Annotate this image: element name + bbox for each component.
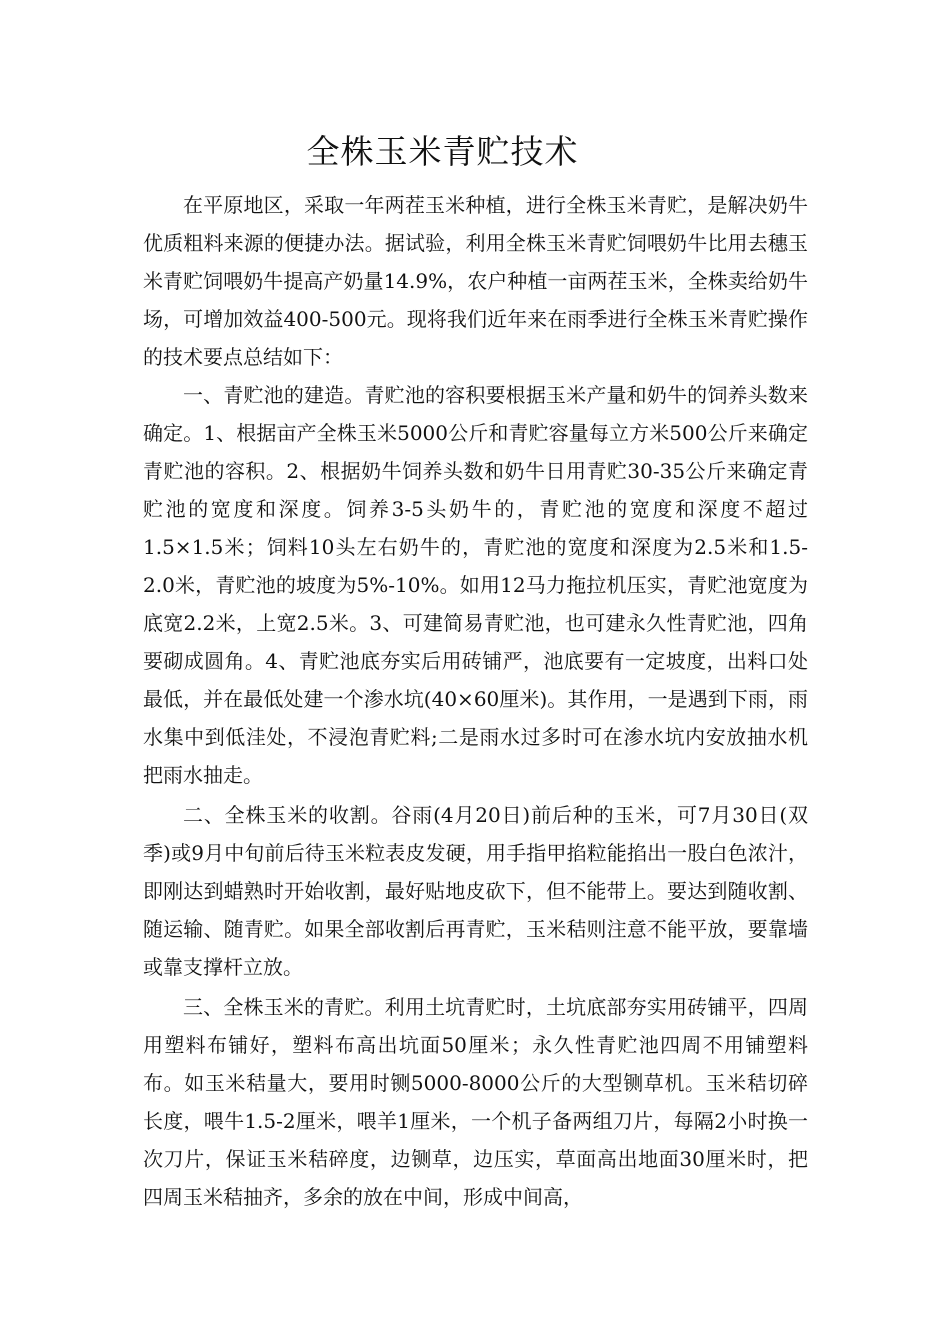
paragraph-intro: 在平原地区，采取一年两茬玉米种植，进行全株玉米青贮，是解决奶牛优质粗料来源的便捷办法。据试验，利用全株玉米青贮饲喂奶牛比用去穗玉米青贮饲喂奶牛提高产奶量14.9%，农户种植一亩两茬玉米，全株卖给奶牛场，可增加效益400-500元。现将我们近年来在雨季进行全株玉米青贮操作的技术要点总结如下： — [143, 193, 808, 369]
paragraph-section-3: 三、全株玉米的青贮。利用土坑青贮时，土坑底部夯实用砖铺平，四周用塑料布铺好，塑料布高出坑面50厘米；永久性青贮池四周不用铺塑料布。如玉米秸量大，要用时铡5000-8000公斤的大型铡草机。玉米秸切碎长度，喂牛1.5-2厘米，喂羊1厘米，一个机子备两组刀片，每隔2小时换一次刀片，保证玉米秸碎度，边铡草，边压实，草面高出地面30厘米时，把四周玉米秸抽齐，多余的放在中间，形成中间高， — [143, 995, 808, 1209]
paragraph-section-2: 二、全株玉米的收割。谷雨(4月20日)前后种的玉米，可7月30日(双季)或9月中旬前后待玉米粒表皮发硬，用手指甲掐粒能掐出一股白色浓汁，即刚达到蜡熟时开始收割，最好贴地皮砍下，但不能带上。要达到随收割、随运输、随青贮。如果全部收割后再青贮，玉米秸则注意不能平放，要靠墙或靠支撑杆立放。 — [143, 803, 808, 979]
document-title: 全株玉米青贮技术 — [306, 132, 579, 171]
document-body — [143, 186, 808, 1216]
paragraph-section-1: 一、青贮池的建造。青贮池的容积要根据玉米产量和奶牛的饲养头数来确定。1、根据亩产全株玉米5000公斤和青贮容量每立方米500公斤来确定青贮池的容积。2、根据奶牛饲养头数和奶牛日用青贮30-35公斤来确定青贮池的宽度和深度。饲养3-5头奶牛的，青贮池的宽度和深度不超过1.5×1.5米；饲料10头左右奶牛的，青贮池的宽度和深度为2.5米和1.5-2.0米，青贮池的坡度为5%-10%。如用12马力拖拉机压实，青贮池宽度为底宽2.2米，上宽2.5米。3、可建简易青贮池，也可建永久性青贮池，四角要砌成圆角。4、青贮池底夯实后用砖铺严，池底要有一定坡度，出料口处最低，并在最低处建一个渗水坑(40×60厘米)。其作用，一是遇到下雨，雨水集中到低洼处，不浸泡青贮料;二是雨水过多时可在渗水坑内安放抽水机把雨水抽走。 — [143, 383, 808, 787]
